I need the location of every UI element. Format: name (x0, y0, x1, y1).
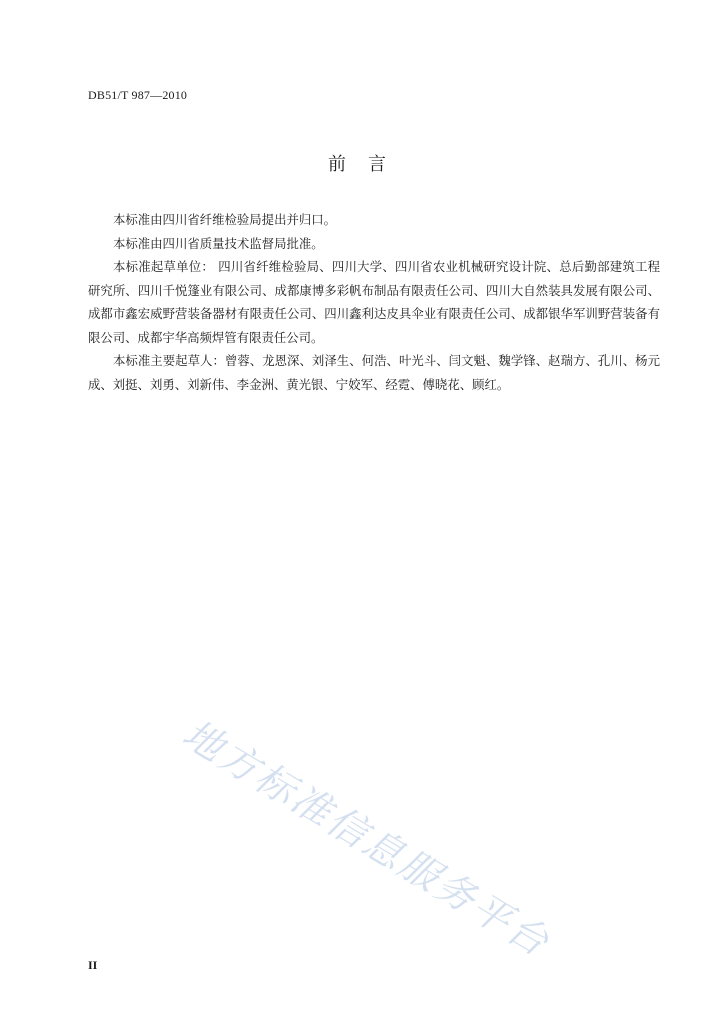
watermark: 地方标准信息服务平台 (174, 711, 558, 967)
paragraph-proposer: 本标准由四川省纤维检验局提出并归口。 (113, 212, 337, 227)
paragraph-drafters: 本标准主要起草人：曾蓉、龙恩深、刘泽生、何浩、叶光斗、闫文魁、魏学锋、赵瑞方、孔川、杨元成、刘挺、刘勇、刘新伟、李金洲、黄光银、宁姣军、经霓、傅晓花、顾红。 (88, 353, 660, 392)
foreword-body (88, 208, 660, 396)
section-title: 前言 (328, 154, 408, 175)
page-number: II (88, 958, 98, 972)
paragraph-approver: 本标准由四川省质量技术监督局批准。 (113, 235, 324, 251)
paragraph-drafting-units: 本标准起草单位： 四川省纤维检验局、四川大学、四川省农业机械研究设计院、总后勤部建筑工程研究所、四川千悦篷业有限公司、成都康博多彩帆布制品有限责任公司、四川大自然装具发展有限公司、成都市鑫宏威野营装备器材有限责任公司、四川鑫利达皮具伞业有限责任公司、成都银华军训野营装备有限公司、成都宇华高频焊管有限责任公司。 (88, 259, 660, 345)
document-code: DB51/T 987—2010 (88, 88, 188, 102)
